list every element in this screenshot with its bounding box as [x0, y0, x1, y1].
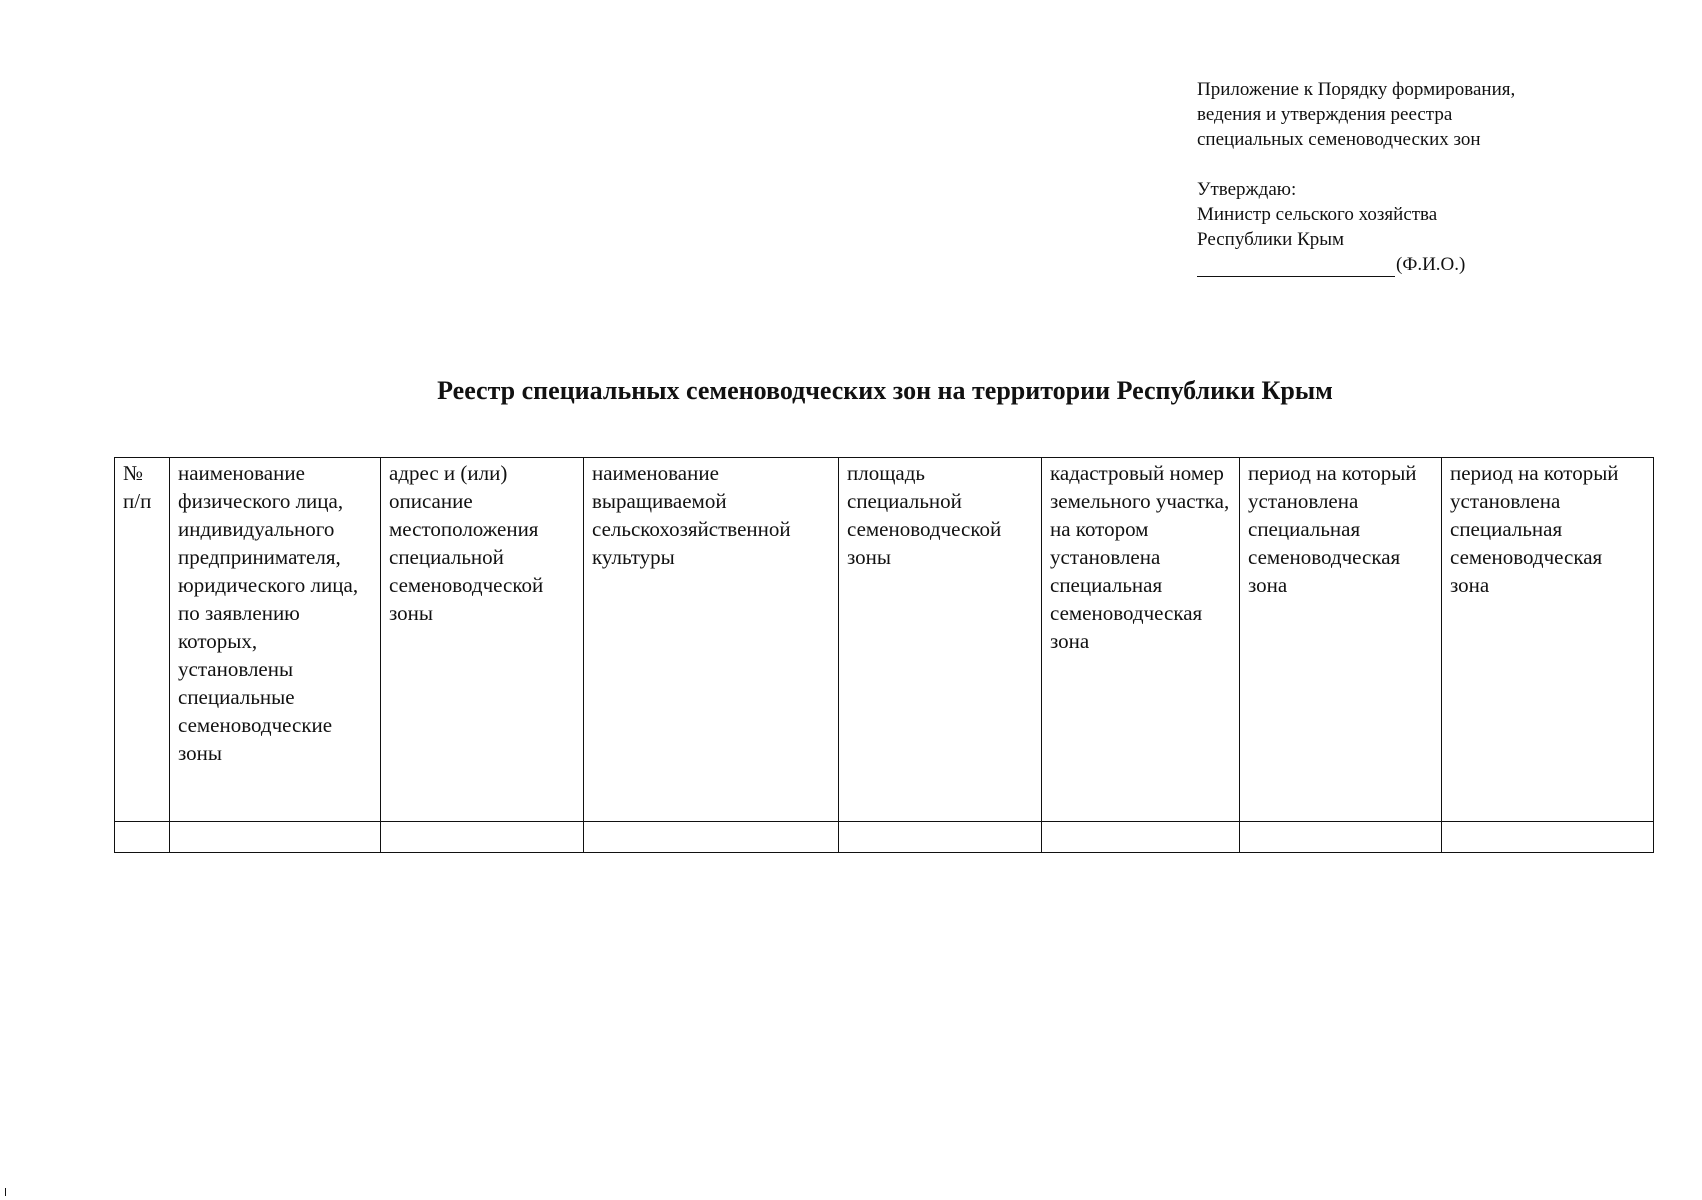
- table-cell: [170, 822, 381, 853]
- scan-margin-mark: [5, 1188, 6, 1196]
- header-area: площадь специальной семеноводческой зоны: [839, 458, 1042, 822]
- table-cell: [1042, 822, 1240, 853]
- approver-region: Республики Крым: [1197, 229, 1345, 250]
- header-period: период на который установлена специальная семеноводческая зона: [1240, 458, 1442, 822]
- table-cell: [584, 822, 839, 853]
- table-cell: [839, 822, 1042, 853]
- header-address: адрес и (или) описание местоположения специальной семеноводческой зоны: [381, 458, 584, 822]
- header-crop: наименование выращиваемой сельскохозяйственной культуры: [584, 458, 839, 822]
- appendix-line: специальных семеноводческих зон: [1197, 129, 1481, 150]
- table-cell: [115, 822, 170, 853]
- table-header-row: [115, 458, 1654, 822]
- appendix-line: Приложение к Порядку формирования,: [1197, 79, 1516, 100]
- header-number: № п/п: [115, 458, 170, 822]
- table-cell: [381, 822, 584, 853]
- signature-line: [1197, 252, 1465, 277]
- fio-label: (Ф.И.О.): [1396, 254, 1466, 275]
- header-applicant: наименование физического лица, индивидуального предпринимателя, юридического лица, по заявлению которых, установлены специальные семеноводческие зоны: [170, 458, 381, 822]
- registry-table: [114, 457, 1654, 853]
- appendix-note: [1197, 77, 1515, 152]
- appendix-line: ведения и утверждения реестра: [1197, 104, 1453, 125]
- table-cell: [1442, 822, 1654, 853]
- header-period: период на который установлена специальная семеноводческая зона: [1442, 458, 1654, 822]
- signature-blank: [1197, 256, 1395, 277]
- header-cadastral-number: кадастровый номер земельного участка, на котором установлена специальная семеноводческая зона: [1042, 458, 1240, 822]
- page-title: Реестр специальных семеноводческих зон на территории Республики Крым: [437, 376, 1333, 405]
- table-row: [115, 822, 1654, 853]
- approval-block: [1197, 177, 1465, 277]
- approve-label: Утверждаю:: [1197, 179, 1297, 200]
- table-cell: [1240, 822, 1442, 853]
- approver-position: Министр сельского хозяйства: [1197, 204, 1438, 225]
